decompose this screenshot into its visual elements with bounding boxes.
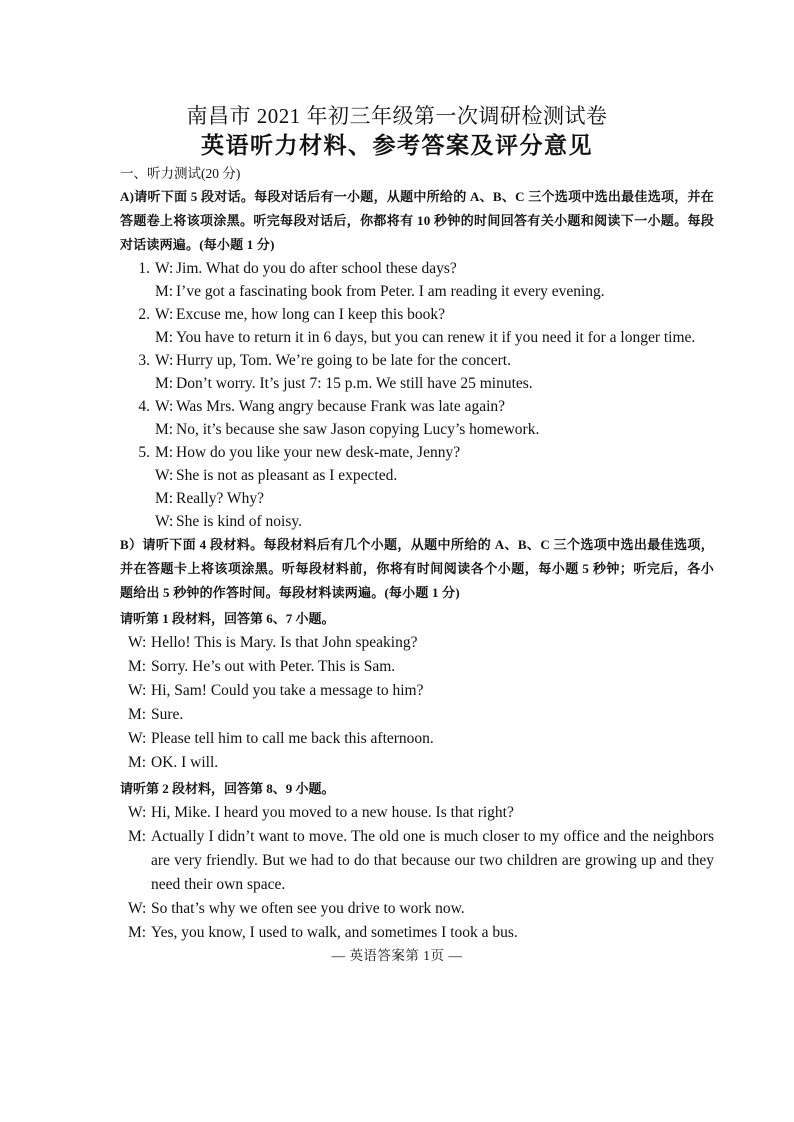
document-subtitle: 英语听力材料、参考答案及评分意见	[201, 133, 593, 158]
line-text: Hurry up, Tom. We’re going to be late for the concert.	[176, 352, 511, 369]
dialogue-line	[120, 372, 714, 395]
speaker: W:	[128, 730, 147, 747]
part-a-instruction: A)请听下面 5 段对话。每段对话后有一小题，从题中所给的 A、B、C 三个选项中选出最佳选项，并在答题卷上将该项涂黑。听完每段对话后，你都将有 10 秒钟的时间回答有关小题和阅读下一小题。每段对话读两遍。(每小题 1 分)	[120, 189, 714, 252]
passage-2-heading: 请听第 2 段材料，回答第 8、9 小题。	[120, 781, 335, 796]
dialogue-line	[120, 395, 714, 418]
line-text: Hi, Mike. I heard you moved to a new house. Is that right?	[151, 804, 514, 821]
dialogue-line	[120, 897, 714, 921]
dialogue-line	[120, 464, 714, 487]
speaker: M:	[128, 924, 147, 941]
dialogue-line	[120, 727, 714, 751]
line-text: I’ve got a fascinating book from Peter. I am reading it every evening.	[176, 283, 605, 300]
passage-1-dialogue	[120, 631, 714, 775]
line-text: How do you like your new desk-mate, Jenny?	[176, 444, 461, 461]
dialogue-line	[120, 510, 714, 533]
item-number: 1.	[138, 260, 150, 277]
speaker: M:	[128, 658, 147, 675]
speaker: W:	[128, 634, 147, 651]
dialogue-item-5	[120, 441, 714, 533]
line-text: Really? Why?	[176, 490, 264, 507]
dialogue-item-3	[120, 349, 714, 395]
dialogue-line	[120, 257, 714, 280]
speaker: M:	[128, 754, 147, 771]
dialogue-item-1	[120, 257, 714, 303]
speaker: M:	[128, 828, 147, 845]
main-content	[120, 163, 714, 945]
speaker: M:	[155, 490, 174, 507]
dialogue-item-2	[120, 303, 714, 349]
dialogue-line	[120, 487, 714, 510]
speaker: M:	[155, 329, 174, 346]
passage-2-dialogue	[120, 801, 714, 945]
line-text: Excuse me, how long can I keep this book?	[176, 306, 446, 323]
line-text: Hello! This is Mary. Is that John speaking?	[151, 634, 418, 651]
page-footer: — 英语答案第 1页 —	[331, 948, 463, 963]
speaker: M:	[155, 444, 174, 461]
speaker: W:	[155, 513, 174, 530]
line-text: No, it’s because she saw Jason copying Lucy’s homework.	[176, 421, 540, 438]
line-text: She is kind of noisy.	[176, 513, 303, 530]
dialogue-line	[120, 801, 714, 825]
dialogue-line	[120, 418, 714, 441]
dialogue-line	[120, 679, 714, 703]
line-text: She is not as pleasant as I expected.	[176, 467, 398, 484]
speaker: M:	[155, 283, 174, 300]
line-text: Hi, Sam! Could you take a message to him?	[151, 682, 424, 699]
line-text: Yes, you know, I used to walk, and sometimes I took a bus.	[151, 924, 518, 941]
item-number: 4.	[138, 398, 150, 415]
speaker: W:	[155, 467, 174, 484]
section-heading: 一、听力测试(20 分)	[120, 166, 241, 181]
line-text: Was Mrs. Wang angry because Frank was late again?	[176, 398, 506, 415]
dialogue-item-4	[120, 395, 714, 441]
speaker: M:	[155, 421, 174, 438]
line-text: Sure.	[151, 706, 184, 723]
line-text: Jim. What do you do after school these days?	[176, 260, 457, 277]
dialogue-line	[120, 655, 714, 679]
speaker: W:	[155, 260, 174, 277]
dialogue-line	[120, 280, 714, 303]
item-number: 2.	[138, 306, 150, 323]
line-text: OK. I will.	[151, 754, 219, 771]
dialogue-line	[120, 326, 714, 349]
speaker: W:	[155, 306, 174, 323]
dialogue-line	[120, 921, 714, 945]
exam-title: 南昌市 2021 年初三年级第一次调研检测试卷	[186, 104, 608, 128]
speaker: W:	[155, 398, 174, 415]
item-number: 5.	[138, 444, 150, 461]
dialogue-line	[120, 751, 714, 775]
part-b-instruction: B）请听下面 4 段材料。每段材料后有几个小题，从题中所给的 A、B、C 三个选项中选出最佳选项，并在答题卡上将该项涂黑。听每段材料前，你将有时间阅读各个小题，每小题 5 秒钟；听完后，各小题给出 5 秒钟的作答时间。每段材料读两遍。(每小题 1 分)	[120, 537, 714, 600]
dialogue-line	[120, 825, 714, 897]
speaker: W:	[128, 682, 147, 699]
item-number: 3.	[138, 352, 150, 369]
speaker: W:	[128, 804, 147, 821]
passage-1-heading: 请听第 1 段材料，回答第 6、7 小题。	[120, 611, 335, 626]
line-text: Don’t worry. It’s just 7: 15 p.m. We still have 25 minutes.	[176, 375, 533, 392]
dialogue-line	[120, 303, 714, 326]
dialogue-line	[120, 349, 714, 372]
speaker: M:	[155, 375, 174, 392]
line-text: Please tell him to call me back this afternoon.	[151, 730, 434, 747]
line-text: Sorry. He’s out with Peter. This is Sam.	[151, 658, 396, 675]
speaker: W:	[155, 352, 174, 369]
speaker: W:	[128, 900, 147, 917]
dialogue-line	[120, 631, 714, 655]
line-text: You have to return it in 6 days, but you can renew it if you need it for a longer time.	[176, 329, 696, 346]
dialogue-line	[120, 441, 714, 464]
line-text: So that’s why we often see you drive to work now.	[151, 900, 465, 917]
line-text: Actually I didn’t want to move. The old one is much closer to my office and the neighbors are very friendly. But we had to do that because our two children are growing up and they need their own space.	[151, 828, 714, 893]
speaker: M:	[128, 706, 147, 723]
dialogue-line	[120, 703, 714, 727]
